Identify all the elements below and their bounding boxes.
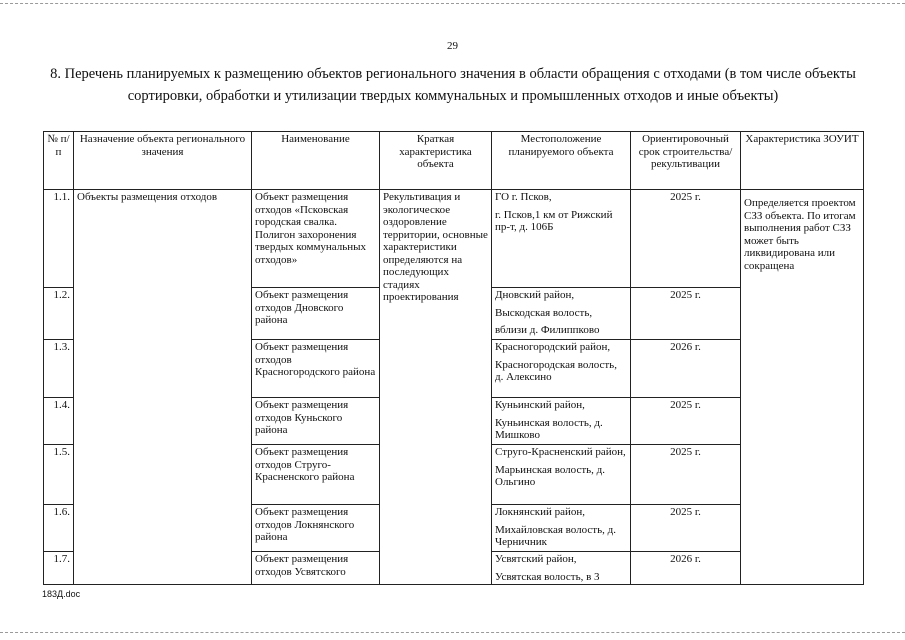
header-location: Местоположение планируемого объекта <box>492 132 631 190</box>
location-line: Куньинский район, <box>495 399 585 411</box>
row-term: 2025 г. <box>631 288 741 340</box>
row-term: 2025 г. <box>631 445 741 505</box>
waste-objects-table <box>43 131 864 585</box>
location-line: Выскодская волость, <box>495 306 593 319</box>
row-name: Объект размещения отходов Струго-Красненского района <box>252 445 380 505</box>
header-zone: Характеристика ЗОУИТ <box>741 132 864 190</box>
row-name: Объект размещения отходов Усвятского <box>252 552 380 585</box>
location-line: г. Псков,1 км от Рижский пр-т, д. 106Б <box>495 208 613 233</box>
scan-edge-bottom <box>0 632 905 633</box>
header-num: № п/п <box>44 132 74 190</box>
row-term: 2026 г. <box>631 340 741 398</box>
row-term: 2025 г. <box>631 398 741 445</box>
header-term: Ориентировочный срок строительства/ рекультивации <box>631 132 741 190</box>
location-line: Красногородская волость, д. Алексино <box>495 358 617 383</box>
header-brief: Краткая характеристика объекта <box>380 132 492 190</box>
section-heading: 8. Перечень планируемых к размещению объектов регионального значения в области обращения с отходами (в том числе объекты сортировки, обработки и утилизации твердых коммунальных и промышленных отходов и иные объекты) <box>50 66 856 104</box>
header-name: Наименование <box>252 132 380 190</box>
row-name: Объект размещения отходов Красногородского района <box>252 340 380 398</box>
location-line: Красногородский район, <box>495 341 611 353</box>
row-num: 1.1. <box>44 190 74 288</box>
row-location <box>492 398 631 445</box>
row-num: 1.6. <box>44 505 74 552</box>
location-line: Усвятская волость, в 3 <box>495 570 600 583</box>
row-location <box>492 190 631 288</box>
row-name: Объект размещения отходов Локнянского района <box>252 505 380 552</box>
purpose-cell: Объекты размещения отходов <box>74 190 252 585</box>
row-location <box>492 445 631 505</box>
row-location <box>492 552 631 585</box>
table-header-row <box>44 132 864 190</box>
location-line: ГО г. Псков, <box>495 191 552 203</box>
row-num: 1.2. <box>44 288 74 340</box>
location-line: Куньинская волость, д. Мишково <box>495 416 603 441</box>
row-term: 2026 г. <box>631 552 741 585</box>
location-line: Дновский район, <box>495 289 575 301</box>
row-num: 1.4. <box>44 398 74 445</box>
row-num: 1.7. <box>44 552 74 585</box>
row-location <box>492 505 631 552</box>
brief-cell: Рекультивация и экологическое оздоровление территории, основные характеристики определяются на последующих стадиях проектирования <box>380 190 492 585</box>
location-line: Михайловская волость, д. Черничник <box>495 523 616 548</box>
location-line: Локнянский район, <box>495 506 586 518</box>
table-row <box>44 190 864 288</box>
footer-filename: 183Д.doc <box>42 589 81 599</box>
zone-cell <box>741 190 864 585</box>
location-line: вблизи д. Филиппково <box>495 324 600 336</box>
row-name: Объект размещения отходов Дновского района <box>252 288 380 340</box>
location-line: Марьинская волость, д. Ольгино <box>495 463 605 488</box>
row-term: 2025 г. <box>631 505 741 552</box>
location-line: Усвятский район, <box>495 553 577 565</box>
page-number: 29 <box>447 40 458 52</box>
row-name: Объект размещения отходов «Псковская городская свалка. Полигон захоронения твердых коммунальных отходов» <box>252 190 380 288</box>
row-location <box>492 340 631 398</box>
row-term: 2025 г. <box>631 190 741 288</box>
row-num: 1.5. <box>44 445 74 505</box>
header-purpose: Назначение объекта регионального значения <box>74 132 252 190</box>
scan-edge-top <box>0 3 905 4</box>
location-line: Струго-Красненский район, <box>495 446 626 458</box>
zone-text: Определяется проектом СЗЗ объекта. По итогам выполнения работ СЗЗ может быть ликвидирована или сокращена <box>744 197 856 272</box>
row-name: Объект размещения отходов Куньского района <box>252 398 380 445</box>
row-num: 1.3. <box>44 340 74 398</box>
row-location <box>492 288 631 340</box>
